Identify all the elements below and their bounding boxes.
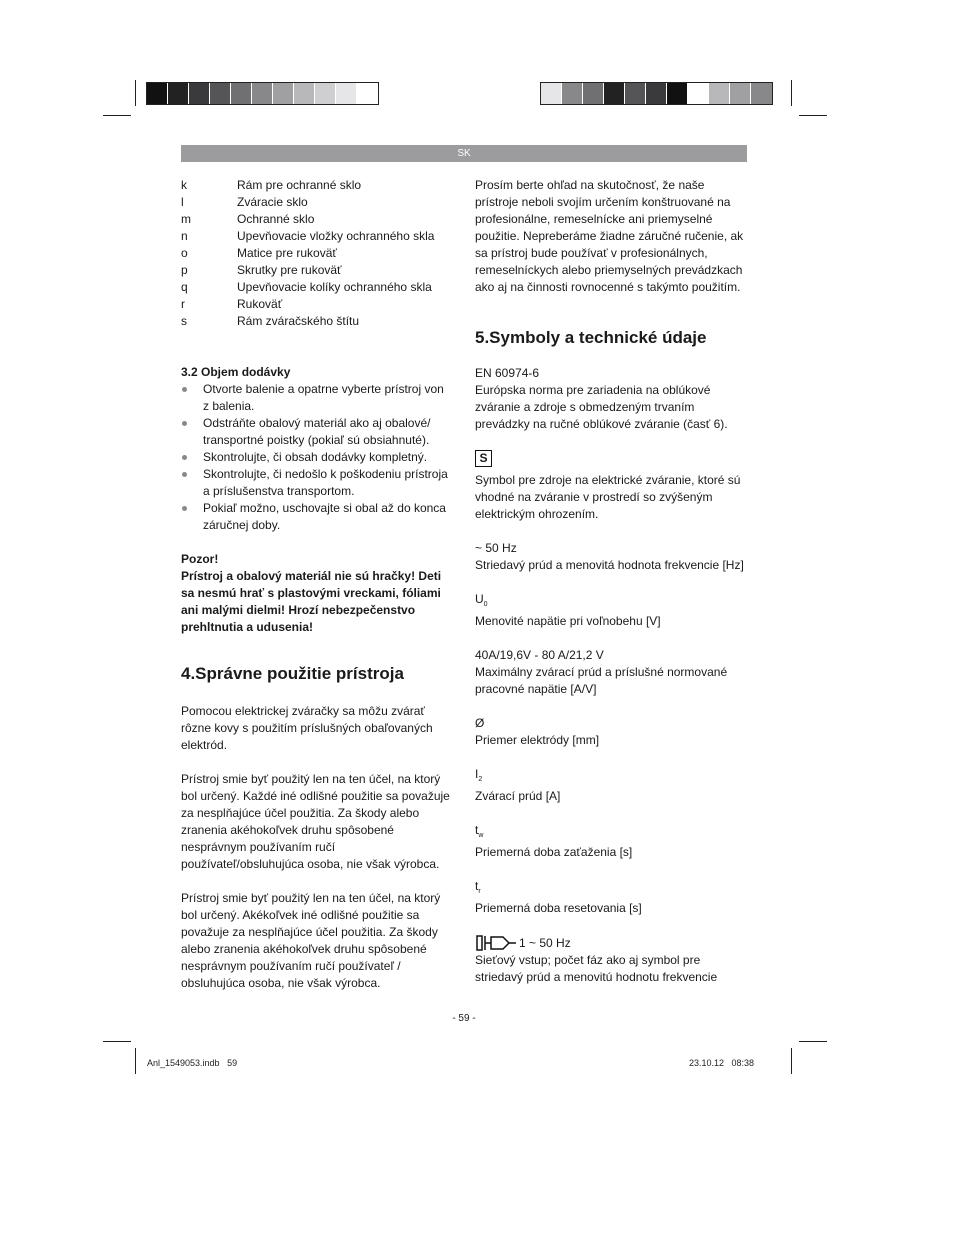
color-swatch <box>625 83 646 104</box>
left-column <box>181 177 453 992</box>
tr-symbol: $t_r$ <box>475 879 481 895</box>
legend-row <box>181 194 453 211</box>
tw-description: Priemerná doba zaťaženia [s] <box>475 845 633 859</box>
right-column <box>475 177 747 986</box>
crop-mark <box>799 115 827 116</box>
frequency-description: Striedavý prúd a menovitá hodnota frekvencie [Hz] <box>475 558 744 572</box>
color-swatch <box>709 83 730 104</box>
delivery-list-item: Skontrolujte, či nedošlo k poškodeniu prístroja a príslušenstva transportom. <box>181 466 453 500</box>
delivery-list-item: Odstráňte obalový materiál ako aj obalové/ transportné poistky (pokiaľ sú obsiahnuté). <box>181 415 453 449</box>
legend-text: Ochranné sklo <box>237 212 315 226</box>
section-4-paragraph: Prístroj smie byť použitý len na ten účel, na ktorý bol určený. Akékoľvek iné odlišné použitie sa považuje za nesplňajúce účel použitia. Za škody alebo zranenia akéhokoľvek druhu spôsobené nesprávnym používaním ručí používateľ / obsluhujúca osoba, nie však výrobca. <box>181 891 441 990</box>
color-swatch <box>688 83 709 104</box>
legend-row <box>181 296 453 313</box>
crop-mark <box>135 1048 136 1074</box>
crop-mark <box>799 1041 827 1042</box>
u0-symbol: $U_0$ <box>475 592 488 608</box>
legend-row <box>181 245 453 262</box>
language-bar <box>181 145 747 162</box>
mains-input-label: 1 ~ 50 Hz <box>519 935 571 950</box>
legend-row <box>181 313 453 330</box>
legend-key: l <box>181 195 184 209</box>
legend-row <box>181 177 453 194</box>
crop-mark <box>791 1048 792 1074</box>
norm-description: Európska norma pre zariadenia na oblúkové zváranie a zdroje s obmedzeným trvaním prevádzky na ručné oblúkové zváranie (časť 6). <box>475 383 728 431</box>
current-voltage-description: Maximálny zvárací prúd a príslušné normované pracovné napätie [A/V] <box>475 665 728 696</box>
parts-legend <box>181 177 453 330</box>
legend-row <box>181 228 453 245</box>
legend-row <box>181 279 453 296</box>
diameter-icon: Ø <box>475 716 485 730</box>
i2-description: Zvárací prúd [A] <box>475 789 561 803</box>
legend-key: p <box>181 263 188 277</box>
delivery-heading: 3.2 Objem dodávky <box>181 365 291 379</box>
section-4-paragraph: Prístroj smie byť použitý len na ten účel, na ktorý bol určený. Každé iné odlišné použitie sa považuje za nesplňajúce účel použitia. Za škody alebo zranenia akéhokoľvek druhu spôsobené nesprávnym používaním ručí používateľ/obsluhujúca osoba, nie však výrobca. <box>181 772 450 871</box>
section-4-title: 4.Správne použitie prístroja <box>181 664 404 683</box>
delivery-list-item: Skontrolujte, či obsah dodávky kompletný. <box>181 449 453 466</box>
footer-datetime: 23.10.12 08:38 <box>689 1058 755 1068</box>
delivery-list-item: Otvorte balenie a opatrne vyberte prístroj von z balenia. <box>181 381 453 415</box>
diameter-description: Priemer elektródy [mm] <box>475 733 600 747</box>
mains-plug-icon <box>475 934 517 952</box>
frequency-label: ~ 50 Hz <box>475 541 517 555</box>
mains-input-description: Sieťový vstup; počet fáz ako aj symbol pre striedavý prúd a menovitú hodnotu frekvencie <box>475 953 718 984</box>
u0-description: Menovité napätie pri voľnobehu [V] <box>475 614 661 628</box>
color-swatch <box>604 83 625 104</box>
color-swatch <box>189 83 210 104</box>
color-swatch <box>168 83 189 104</box>
legend-row <box>181 211 453 228</box>
legend-text: Upevňovacie vložky ochranného skla <box>237 229 435 243</box>
color-swatch <box>541 83 562 104</box>
intended-use-note: Prosím berte ohľad na skutočnosť, že naše prístroje neboli svojím určením konštruované na profesionálne, remeselnícke ani priemyselné použitie. Nepreberáme žiadne záručné ručenie, ak sa prístroj bude používať v profesionálnych, remeselníckych alebo priemyselných prevádzkach ako aj na činnosti rovnocenné s takýmto použitím. <box>475 178 744 294</box>
legend-key: q <box>181 280 188 294</box>
current-voltage-label: 40A/19,6V - 80 A/21,2 V <box>475 648 604 662</box>
legend-text: Rám zváračského štítu <box>237 314 360 328</box>
color-swatch <box>583 83 604 104</box>
section-4-paragraph: Pomocou elektrickej zváračky sa môžu zvárať rôzne kovy s použitím príslušných obaľovaných elektród. <box>181 704 433 752</box>
legend-text: Rukoväť <box>237 297 283 311</box>
crop-mark <box>103 115 131 116</box>
tw-symbol: $t_w$ <box>475 823 484 839</box>
color-swatch <box>667 83 688 104</box>
crop-mark <box>135 80 136 106</box>
page-number: - 59 - <box>452 1013 476 1024</box>
color-swatch <box>730 83 751 104</box>
color-swatch <box>646 83 667 104</box>
legend-key: n <box>181 229 188 243</box>
color-swatch <box>210 83 231 104</box>
legend-text: Skrutky pre rukoväť <box>237 263 342 277</box>
legend-row <box>181 262 453 279</box>
color-swatch <box>562 83 583 104</box>
tr-description: Priemerná doba resetovania [s] <box>475 901 642 915</box>
legend-text: Zváracie sklo <box>237 195 308 209</box>
delivery-list <box>181 381 453 534</box>
section-5-title: 5.Symboly a technické údaje <box>475 328 707 347</box>
legend-key: m <box>181 212 191 226</box>
legend-text: Matice pre rukoväť <box>237 246 337 260</box>
crop-mark <box>791 80 792 106</box>
delivery-list-item: Pokiaľ možno, uschovajte si obal až do konca záručnej doby. <box>181 500 453 534</box>
language-code: SK <box>457 148 471 159</box>
color-swatch <box>273 83 294 104</box>
footer-file-info: Anl_1549053.indb 59 <box>147 1058 238 1068</box>
warning-title: Pozor! <box>181 552 219 566</box>
crop-mark <box>103 1041 131 1042</box>
legend-text: Upevňovacie kolíky ochranného skla <box>237 280 432 294</box>
color-swatch <box>231 83 252 104</box>
color-swatch <box>751 83 772 104</box>
color-swatch <box>147 83 168 104</box>
warning-text: Prístroj a obalový materiál nie sú hračky! Deti sa nesmú hrať s plastovými vreckami, fóliami ani malými dielmi! Hrozí nebezpečenstvo prehltnutia a udusenia! <box>181 569 442 634</box>
mains-input-row <box>475 934 747 952</box>
color-bar-left <box>146 82 379 105</box>
color-swatch <box>294 83 315 104</box>
color-swatch <box>357 83 378 104</box>
norm-code: EN 60974-6 <box>475 366 540 380</box>
s-mark-icon: S <box>475 450 492 467</box>
i2-symbol: $I_2$ <box>475 767 483 783</box>
legend-key: o <box>181 246 188 260</box>
legend-key: k <box>181 178 187 192</box>
color-swatch <box>252 83 273 104</box>
s-mark-description: Symbol pre zdroje na elektrické zváranie, ktoré sú vhodné na zváranie v prostredí so zvýšeným elektrickým ohrozením. <box>475 473 741 521</box>
legend-key: r <box>181 297 185 311</box>
color-swatch <box>315 83 336 104</box>
legend-text: Rám pre ochranné sklo <box>237 178 362 192</box>
legend-key: s <box>181 314 187 328</box>
color-bar-right <box>540 82 773 105</box>
color-swatch <box>336 83 357 104</box>
